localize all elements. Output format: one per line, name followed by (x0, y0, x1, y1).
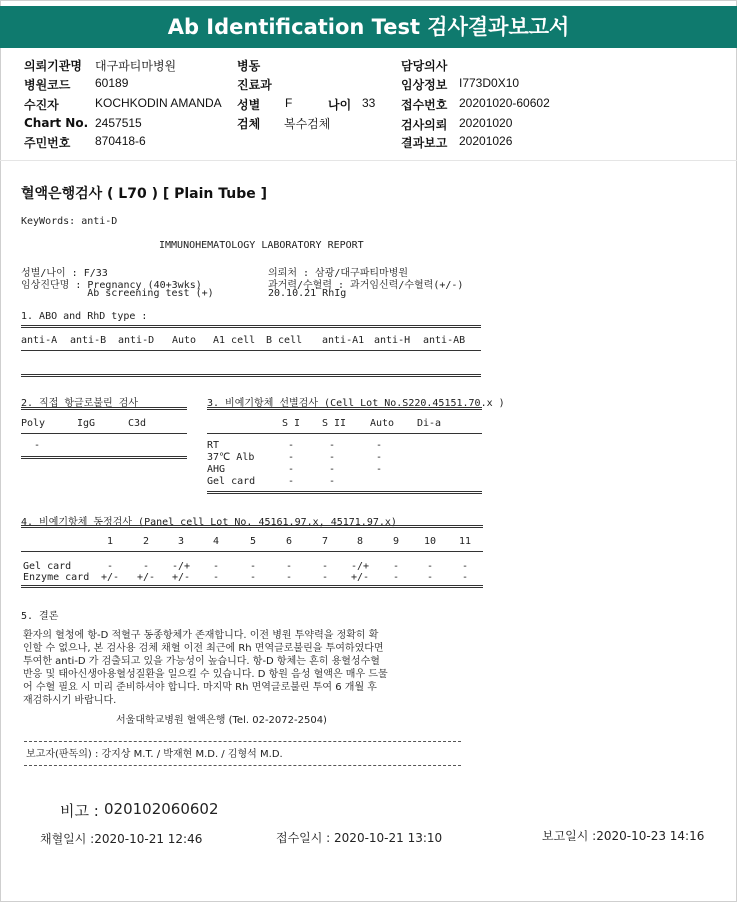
specimen-label: 검체 (237, 117, 261, 131)
report-time: 보고일시 :2020-10-23 14:16 (542, 829, 705, 843)
s1-col-0: anti-A (21, 335, 58, 346)
conclusion-line-3: 투여한 anti-D 가 검출되고 있을 가능성이 높습니다. 항-D 항체는 흔히 용혈성수혈 (23, 656, 380, 667)
s3-cell: - (376, 440, 383, 451)
s4-cell: -/+ (172, 561, 191, 572)
s4-cell: - (213, 561, 220, 572)
clinical-value: I773D0X10 (459, 76, 520, 90)
s1-col-8: anti-AB (423, 335, 466, 346)
draw-time: 채혈일시 :2020-10-21 12:46 (40, 832, 203, 846)
s4-cell: - (427, 572, 434, 583)
s2-col-igg: IgG (77, 418, 96, 429)
s3-cell: - (288, 476, 295, 487)
s1-rule-mid (21, 350, 481, 351)
s4-cell: - (286, 572, 293, 583)
ssn-value: 870418-6 (95, 134, 146, 148)
s4-col-header: 7 (322, 536, 329, 547)
code-value: 60189 (95, 76, 129, 90)
age-label: 나이 (328, 98, 352, 112)
s3-rule-top (207, 407, 482, 410)
s4-col-header: 2 (143, 536, 150, 547)
s3-cell: - (288, 452, 295, 463)
s3-cell: - (329, 476, 336, 487)
s4-cell: - (393, 561, 400, 572)
receipt-value: 20201020-60602 (459, 96, 550, 110)
request-value: 20201020 (459, 116, 513, 130)
s4-cell: +/- (137, 572, 156, 583)
conclusion-line-1: 환자의 혈청에 항-D 적혈구 동종항체가 존재합니다. 이전 병원 투약력을 정확히 확 (23, 630, 379, 641)
institution-value: 대구파티마병원 (95, 59, 177, 73)
s3-cell: - (329, 440, 336, 451)
s4-cell: - (322, 572, 329, 583)
blood-bank-contact: 서울대학교병원 혈액은행 (Tel. 02-2072-2504) (116, 715, 327, 726)
s4-cell: +/- (172, 572, 191, 583)
s1-rule-top (21, 325, 481, 328)
s3-row-label: Gel card (207, 476, 256, 487)
conclusion-line-6: 재검하시기 바랍니다. (23, 695, 117, 706)
s1-col-3: Auto (172, 335, 197, 346)
s1-rule-bottom (21, 374, 481, 377)
s3-row-label: AHG (207, 464, 226, 475)
reporter-line: 보고자(판독의) : 강지상 M.T. / 박재현 M.D. / 김형석 M.D. (26, 749, 283, 760)
report-date-value: 20201026 (459, 134, 513, 148)
s4-col-header: 10 (424, 536, 437, 547)
chart-label: Chart No. (24, 116, 89, 130)
keywords: KeyWords: anti-D (21, 216, 118, 227)
s3-row-label: RT (207, 440, 220, 451)
note-label: 비고 : (60, 802, 99, 820)
reporter-rule-bottom (24, 765, 461, 766)
s3-cell: - (329, 464, 336, 475)
s1-col-4: A1 cell (213, 335, 256, 346)
conclusion-line-4: 반응 및 태아신생아용혈성질환을 일으킬 수 있습니다. D 항원 음성 혈액은 매우 드물 (23, 669, 388, 680)
s3-col-s2: S II (322, 418, 347, 429)
sex-value: F (285, 96, 293, 110)
report-banner: Ab Identification Test 검사결과보고서 (0, 6, 737, 48)
conclusion-line-5: 어 수혈 필요 시 미리 준비하셔야 합니다. 마지막 Rh 면역글로불린 투여 6 개월 후 (23, 682, 377, 693)
report-title: 혈액은행검사 ( L70 ) [ Plain Tube ] (21, 186, 268, 202)
s2-title: 2. 직접 항글로불린 검사 (21, 398, 139, 409)
s4-cell: - (286, 561, 293, 572)
patient-value: KOCHKODIN AMANDA (95, 96, 222, 110)
s4-col-header: 1 (107, 536, 114, 547)
s3-cell: - (329, 452, 336, 463)
s3-col-s1: S I (282, 418, 301, 429)
s3-rule-bottom (207, 491, 482, 494)
s4-cell: -/+ (351, 561, 370, 572)
info-right-2: 과거력/수혈력 : 과거임신력/수혈력(+/-) (268, 280, 464, 291)
doctor-label: 담당의사 (401, 59, 448, 73)
s4-cell: - (427, 561, 434, 572)
s4-rule-top (21, 525, 483, 528)
s1-col-6: anti-A1 (322, 335, 365, 346)
s3-row-label: 37℃ Alb (207, 452, 255, 463)
s4-cell: - (462, 572, 469, 583)
s3-col-auto: Auto (370, 418, 395, 429)
s3-cell: - (288, 440, 295, 451)
s4-cell: - (213, 572, 220, 583)
s4-col-header: 4 (213, 536, 220, 547)
request-label: 검사의뢰 (401, 118, 448, 132)
chart-value: 2457515 (95, 116, 142, 130)
s3-title: 3. 비예기항체 선별검사 (Cell Lot No.S220.45151.70.x ) (207, 398, 505, 409)
ssn-label: 주민번호 (24, 136, 71, 150)
s1-col-7: anti-H (374, 335, 411, 346)
s4-row-label: Gel card (23, 561, 72, 572)
sex-label: 성별 (237, 98, 261, 112)
s4-cell: - (393, 572, 400, 583)
s4-cell: +/- (101, 572, 120, 583)
s3-cell: - (288, 464, 295, 475)
s4-col-header: 9 (393, 536, 400, 547)
institution-label: 의뢰기관명 (24, 59, 82, 73)
s4-cell: - (322, 561, 329, 572)
dept-label: 진료과 (237, 78, 272, 92)
s3-cell: - (376, 452, 383, 463)
s4-col-header: 6 (286, 536, 293, 547)
s4-row-label: Enzyme card (23, 572, 90, 583)
reporter-rule-top (24, 741, 461, 742)
specimen-value: 복수검체 (284, 117, 331, 131)
s2-rule-bottom (21, 456, 187, 459)
s4-rule-bottom (21, 585, 483, 588)
receipt-label: 접수번호 (401, 98, 448, 112)
s2-rule-top (21, 407, 187, 410)
patient-label: 수진자 (24, 98, 59, 112)
s3-rule-mid (207, 433, 482, 434)
s4-col-header: 5 (250, 536, 257, 547)
s4-col-header: 8 (357, 536, 364, 547)
s1-col-2: anti-D (118, 335, 155, 346)
s4-cell: +/- (351, 572, 370, 583)
age-value: 33 (362, 96, 376, 110)
s4-cell: - (250, 572, 257, 583)
header-divider (0, 160, 737, 161)
s1-col-1: anti-B (70, 335, 107, 346)
receipt-time: 접수일시 : 2020-10-21 13:10 (276, 831, 443, 845)
info-left-2: 임상진단명 : Pregnancy (40+3wks) (21, 280, 202, 291)
s3-col-dia: Di-a (417, 418, 442, 429)
s2-rule-mid (21, 433, 187, 434)
s5-title: 5. 결론 (21, 611, 59, 622)
s4-cell: - (462, 561, 469, 572)
info-left-1: 성별/나이 : F/33 (21, 268, 108, 279)
s2-val-poly: - (34, 440, 41, 451)
clinical-label: 임상정보 (401, 78, 448, 92)
s2-col-c3d: C3d (128, 418, 147, 429)
conclusion-line-2: 인할 수 없으나, 본 검사용 검체 채혈 이전 최근에 Rh 면역글로불린을 투여하였다면 (23, 643, 384, 654)
s4-col-header: 3 (178, 536, 185, 547)
code-label: 병원코드 (24, 78, 71, 92)
ward-label: 병동 (237, 59, 261, 73)
s4-rule-mid (21, 551, 483, 552)
note-value: 020102060602 (104, 800, 219, 818)
info-right-1: 의뢰처 : 삼광/대구파티마병원 (268, 268, 409, 279)
info-right-3: 20.10.21 RhIg (268, 288, 347, 299)
report-date-label: 결과보고 (401, 136, 448, 150)
info-left-3: Ab screening test (+) (21, 288, 214, 299)
s1-title: 1. ABO and RhD type : (21, 311, 148, 322)
s4-cell: - (143, 561, 150, 572)
lab-title: IMMUNOHEMATOLOGY LABORATORY REPORT (159, 240, 364, 251)
s3-cell: - (376, 464, 383, 475)
s1-col-5: B cell (266, 335, 303, 346)
s2-col-poly: Poly (21, 418, 46, 429)
s4-col-header: 11 (459, 536, 472, 547)
s4-cell: - (250, 561, 257, 572)
s4-title: 4. 비예기항체 동정검사 (Panel cell Lot No. 45161.97.x, 45171.97.x) (21, 517, 397, 528)
s4-cell: - (107, 561, 114, 572)
